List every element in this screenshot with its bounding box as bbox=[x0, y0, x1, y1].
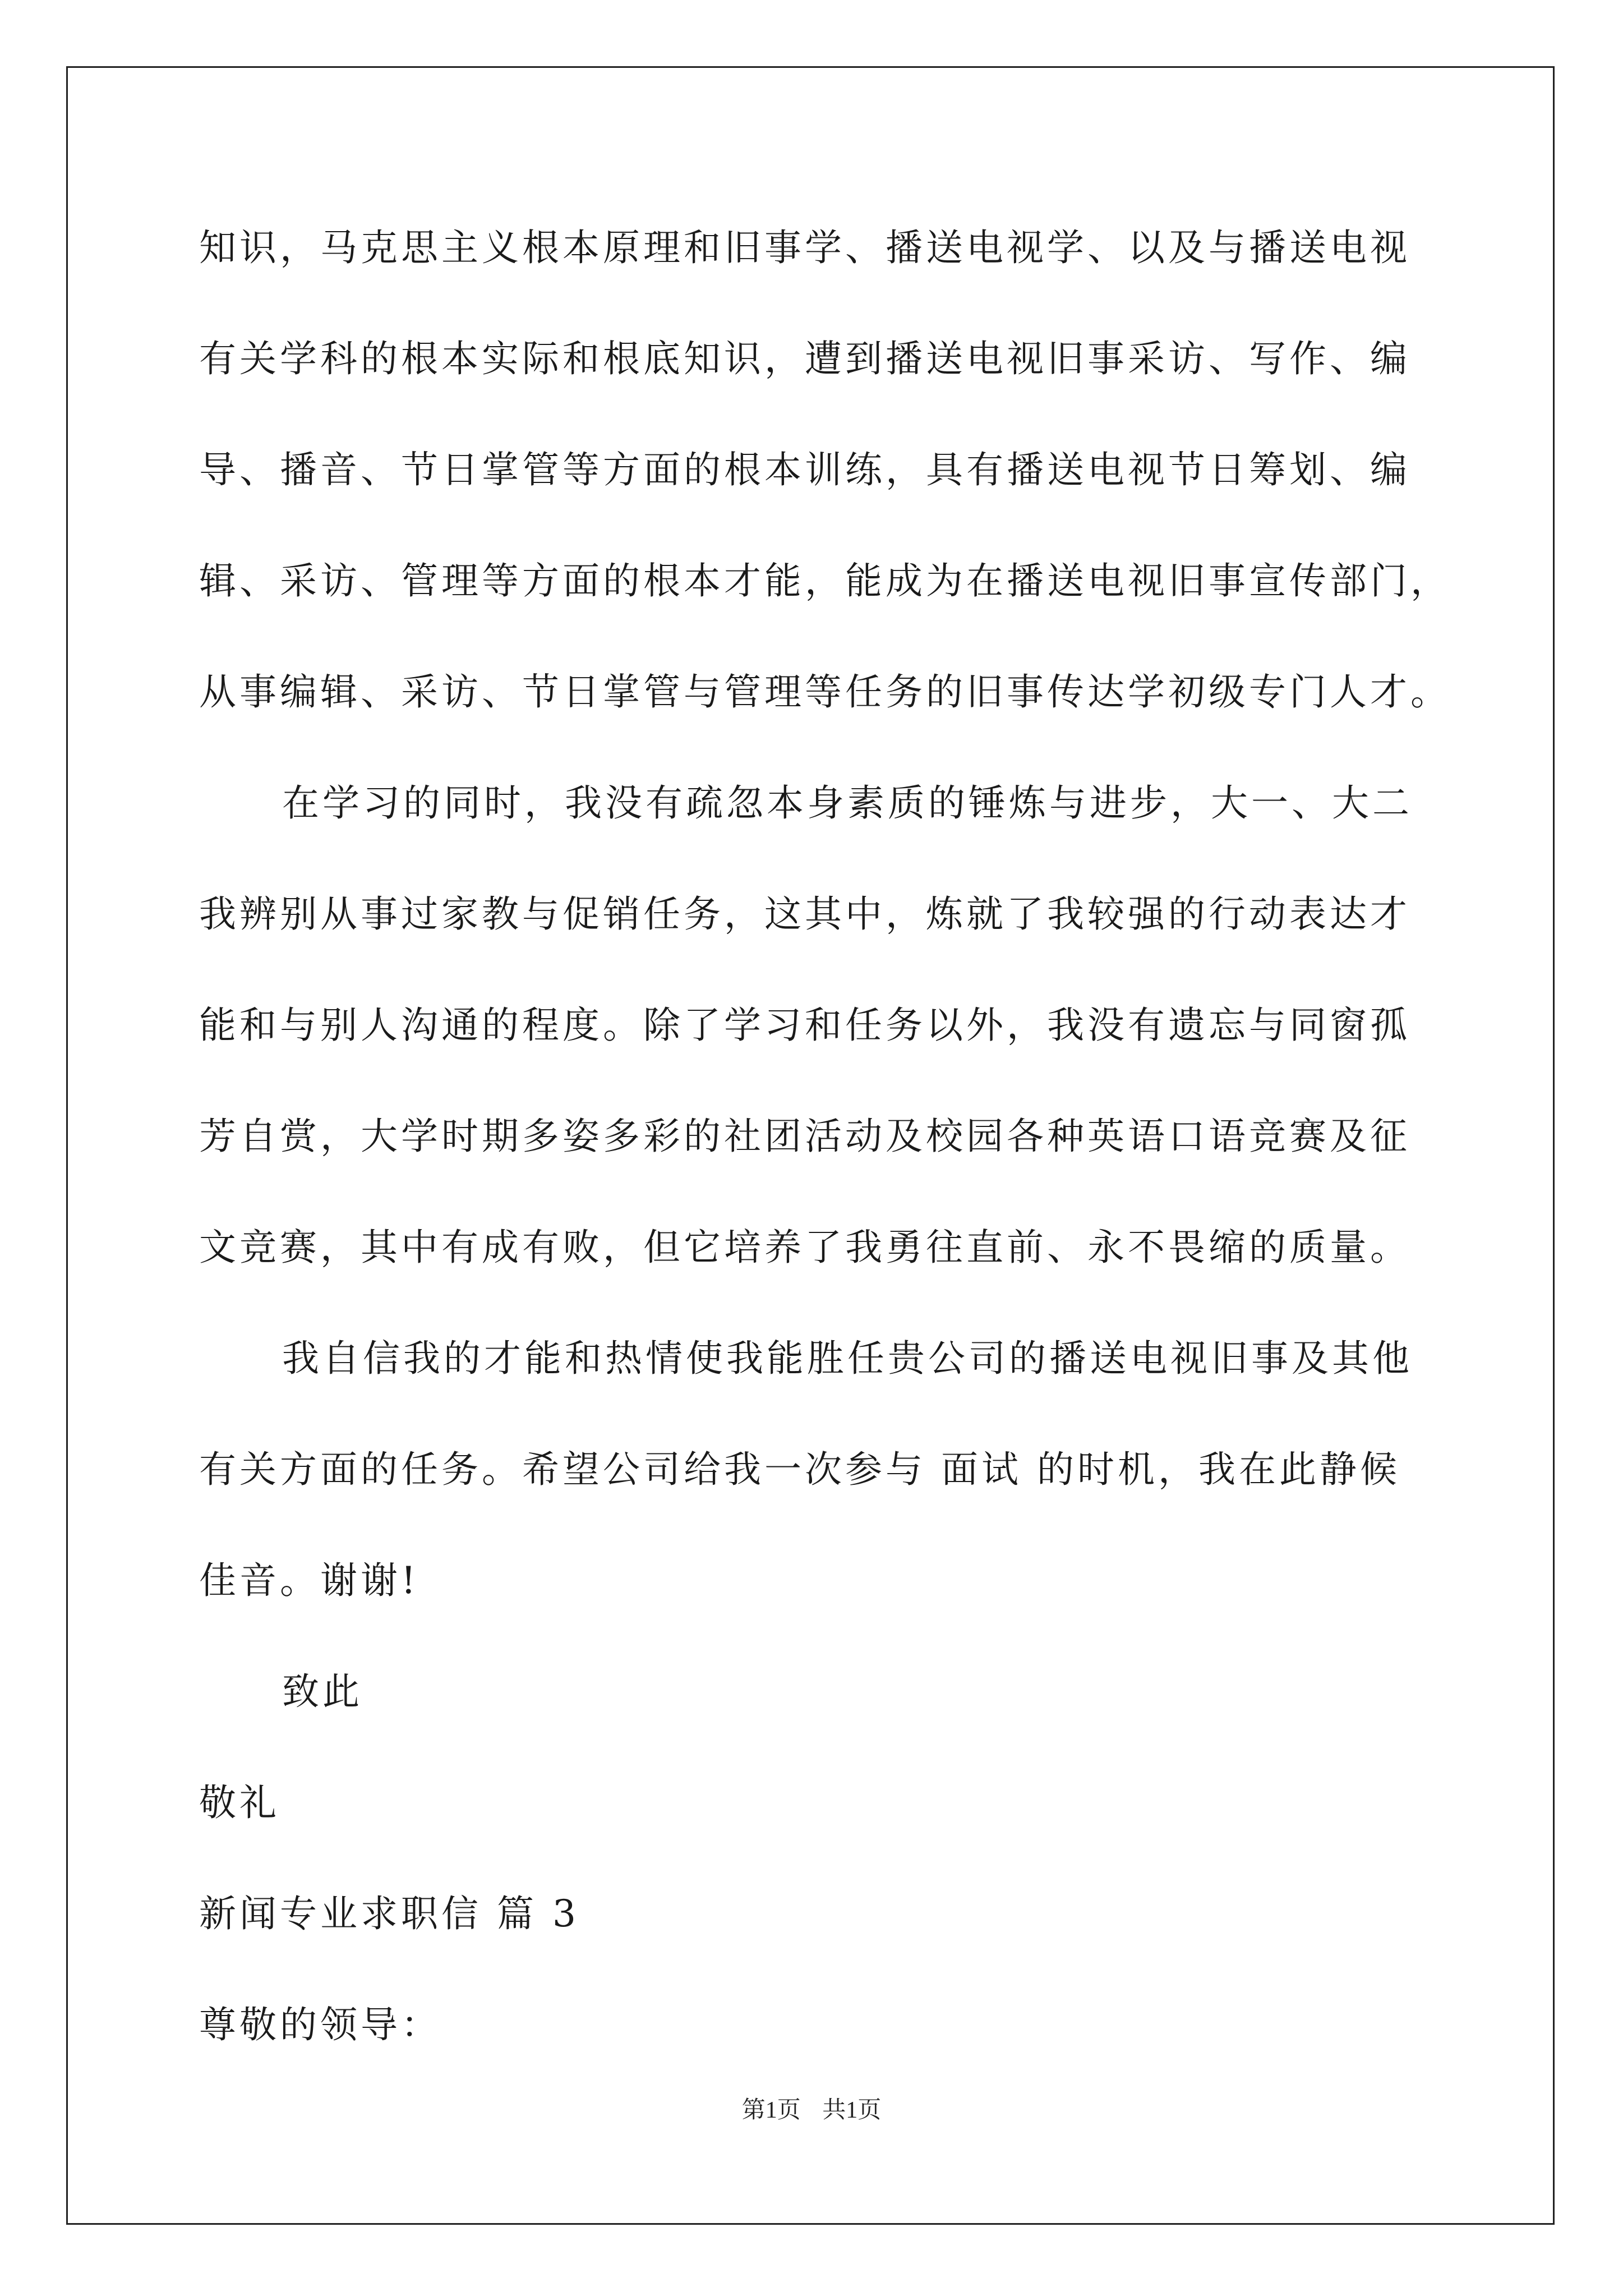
closing-phrase: 致此 bbox=[282, 1670, 363, 1713]
page-total: 共1页 bbox=[822, 2097, 882, 2123]
text-line-6: 在学习的同时，我没有疏忽本身素质的锤炼与进步，大一、大二 bbox=[282, 781, 1413, 825]
section-heading: 新闻专业求职信 篇 3 bbox=[199, 1892, 579, 1935]
letter-body bbox=[199, 220, 1451, 2108]
greeting: 尊敬的领导： bbox=[199, 2003, 441, 2046]
page-number-footer bbox=[0, 2091, 1623, 2125]
text-line-1: 知识，马克思主义根本原理和旧事学、播送电视学、以及与播送电视 bbox=[199, 226, 1410, 269]
text-line-9: 芳自赏，大学时期多姿多彩的社团活动及校园各种英语口语竞赛及征 bbox=[199, 1115, 1410, 1158]
text-line-5: 从事编辑、采访、节日掌管与管理等任务的旧事传达学初级专门人才。 bbox=[199, 670, 1451, 714]
text-line-11: 我自信我的才能和热情使我能胜任贵公司的播送电视旧事及其他 bbox=[282, 1337, 1413, 1380]
text-line-13: 佳音。谢谢! bbox=[199, 1559, 419, 1602]
text-line-10: 文竞赛，其中有成有败，但它培养了我勇往直前、永不畏缩的质量。 bbox=[199, 1226, 1410, 1269]
text-line-8: 能和与别人沟通的程度。除了学习和任务以外，我没有遗忘与同窗孤 bbox=[199, 1004, 1410, 1047]
text-line-3: 导、播音、节日掌管等方面的根本训练，具有播送电视节日筹划、编 bbox=[199, 448, 1410, 491]
salutation-regards: 敬礼 bbox=[199, 1781, 280, 1824]
page-number: 第1页 bbox=[741, 2097, 801, 2123]
text-line-2: 有关学科的根本实际和根底知识，遭到播送电视旧事采访、写作、编 bbox=[199, 337, 1410, 380]
text-line-12: 有关方面的任务。希望公司给我一次参与 面试 的时机，我在此静候 bbox=[199, 1448, 1400, 1491]
text-line-4: 辑、采访、管理等方面的根本才能，能成为在播送电视旧事宣传部门， bbox=[199, 559, 1451, 602]
text-line-7: 我辨别从事过家教与促销任务，这其中，炼就了我较强的行动表达才 bbox=[199, 892, 1410, 936]
